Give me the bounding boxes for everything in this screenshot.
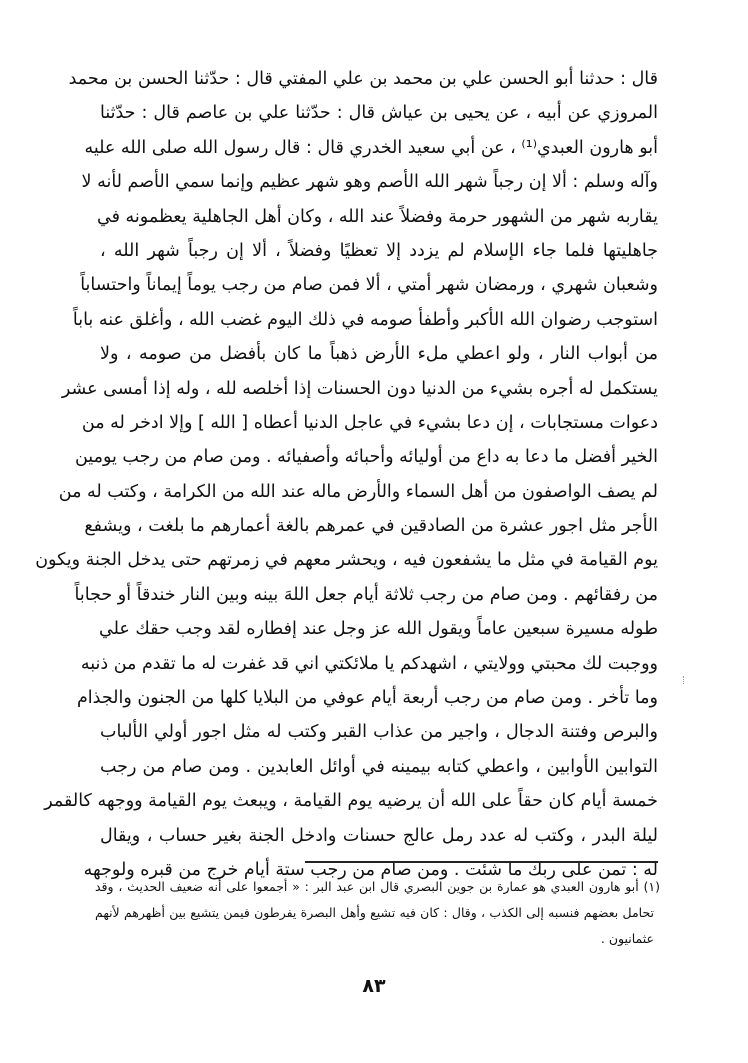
margin-mark	[683, 676, 688, 684]
footnotes	[95, 874, 660, 952]
body-line: لم يصف الواصفون من أهل السماء والأرض ماله عند الله من الكرامة ، وكتب له من	[58, 481, 658, 502]
body-line: له : تمن على ربك ما شئت . ومن صام من رجب ستة أيام خرج من قبره ولوجهه	[83, 859, 658, 880]
footnote-line: (١) أبو هارون العبدي هو عمارة بن جوين البصري قال ابن عبد البر : « أجمعوا على أنه ضعيف الحديث ، وقد	[95, 879, 660, 894]
body-line: طوله مسيرة سبعين عاماً ويقول الله عز وجل عند إفطاره لقد وجب حقك علي	[99, 619, 658, 640]
body-line: وشعبان شهري ، ورمضان شهر أمتي ، ألا فمن صام من رجب يوماً إيماناً واحتساباً	[80, 275, 658, 296]
body-line: من رفقائهم . ومن صام من رجب ثلاثة أيام جعل اللهَ بينه وبين النار خندقاً أو حجاباً	[74, 584, 658, 605]
body-line: قال : حدثنا أبو الحسن علي بن محمد بن علي المفتي قال : حدّثنا الحسن بن محمد	[68, 69, 658, 89]
body-line: يستكمل له أجره بشيء من الدنيا دون الحسنات إذا أخلصه لله ، وله إذا أمسى عشر	[61, 378, 658, 399]
body-line: أبو هارون العبدي⁽¹⁾ ، عن أبي سعيد الخدري قال : قال رسول الله صلى الله عليه	[84, 137, 658, 158]
footnote-divider	[305, 861, 658, 863]
body-line: من أبواب النار ، ولو اعطي ملء الأرض ذهباً ما كان بأفضل من صومه ، ولا	[100, 344, 658, 365]
footnote-line: تحامل بعضهم فنسبه إلى الكذب ، وقال : كان فيه تشيع وأهل البصرة يفرطون فيمن يتشيع بين أظهرهم لأنهم	[95, 905, 654, 920]
body-line: يقاربه شهر من الشهور حرمة وفضلاً عند الله ، وكان أهل الجاهلية يعظمونه في	[97, 206, 658, 227]
body-line: الأجر مثل اجور عشرة من الصادقين في عمرهم بالغة أعمارهم ما بلغت ، ويشفع	[84, 516, 658, 537]
body-line: استوجب رضوان الله الأكبر وأطفأ صومه في ذلك اليوم غضب الله ، وأغلق عنه باباً	[72, 309, 658, 330]
body-line: يوم القيامة في مثل ما يشفعون فيه ، ويحشر معهم في زمرتهم حتى يدخل الجنة ويكون	[35, 550, 658, 571]
main-body-text	[35, 62, 658, 887]
body-line: خمسة أيام كان حقاً على الله أن يرضيه يوم القيامة ، ويبعث يوم القيامة ووجهه كالقمر	[44, 791, 658, 812]
body-line: دعوات مستجابات ، إن دعا بشيء في عاجل الدنيا أعطاه [ الله ] وإلا ادخر له من	[81, 412, 658, 433]
body-line: جاهليتها فلما جاء الإسلام لم يزدد إلا تعظيًا وفضلاً ، ألا إن رجباً شهر الله ،	[100, 240, 658, 261]
body-line: والبرص وفتنة الدجال ، واجير من عذاب القبر وكتب له مثل اجور أولي الألباب	[100, 722, 658, 743]
page-number: ٨٣	[362, 975, 386, 997]
body-line: التوابين الأوابين ، واعطي كتابه بيمينه في أوائل العابدين . ومن صام من رجب	[100, 756, 658, 777]
body-line: الخير أفضل ما دعا به داع من أوليائه وأحبائه وأصفيائه . ومن صام من رجب يومين	[74, 447, 658, 468]
body-line: وما تأخر . ومن صام من رجب أربعة أيام عوفي من البلايا كلها من الجنون والجذام	[76, 688, 658, 709]
footnote-line: عثمانيون .	[600, 931, 654, 946]
body-line: ووجبت لك محبتي وولايتي ، اشهدكم يا ملائكتي اني قد غفرت له ما تقدم من ذنبه	[80, 653, 658, 674]
body-line: وآله وسلم : ألا إن رجباً شهر الله الأصم وهو شهر عظيم وإنما سمي الأصم لأنه لا	[81, 172, 658, 193]
body-line: ليلة البدر ، وكتب له عدد رمل عالج حسنات وادخل الجنة بغير حساب ، ويقال	[100, 825, 658, 846]
body-line: المروزي عن أبيه ، عن يحيى بن عياش قال : حدّثنا علي بن عاصم قال : حدّثنا	[100, 103, 658, 124]
